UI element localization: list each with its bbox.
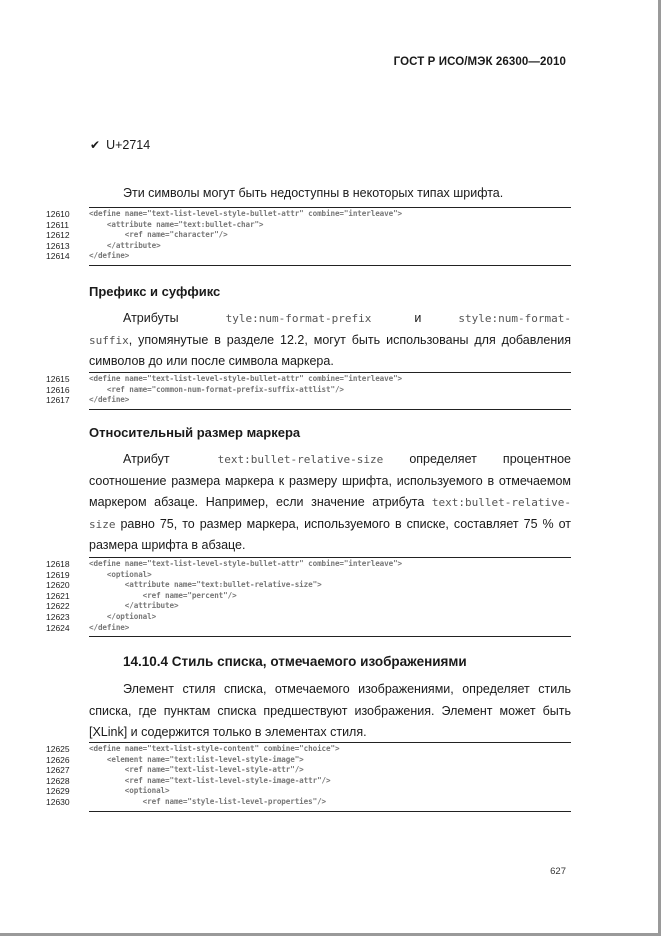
code-line (46, 251, 571, 262)
line-number: 12623 (46, 611, 70, 622)
para-text: равно 75, то размер маркера, используемого в списке, составляет 75 % от размера шрифта в абзаце. (89, 516, 571, 552)
attribute-name: text:bullet-relative-size (217, 453, 384, 466)
line-number: 12630 (46, 796, 70, 807)
code-top-rule (89, 557, 571, 558)
code-line (46, 623, 571, 634)
line-number: 12629 (46, 786, 70, 797)
line-number: 12616 (46, 384, 70, 395)
line-number: 12628 (46, 775, 70, 786)
code-text: <ref name="percent"/> (89, 590, 237, 600)
code-line (46, 591, 571, 602)
symbol-line (90, 138, 150, 152)
code-text: <element name="text:list-level-style-image"> (89, 754, 304, 764)
section-heading-prefix-suffix: Префикс и суффикс (89, 284, 221, 299)
line-number: 12614 (46, 251, 70, 262)
code-line (46, 395, 571, 406)
code-block-1 (46, 207, 571, 262)
code-line (46, 765, 571, 776)
line-number: 12625 (46, 744, 70, 754)
section-heading-relative-size: Относительный размер маркера (89, 425, 301, 440)
code-text: </define> (89, 251, 130, 261)
code-block-3 (46, 557, 571, 633)
line-number: 12627 (46, 765, 70, 776)
line-number: 12613 (46, 240, 70, 251)
code-line (46, 755, 571, 766)
code-text: <ref name="text-list-level-style-attr"/> (89, 765, 304, 775)
attribute-name: style:num-format-suffix (89, 312, 571, 347)
code-line (46, 744, 571, 755)
code-line (46, 559, 571, 570)
line-number: 12618 (46, 559, 70, 569)
code-line (46, 241, 571, 252)
relative-size-paragraph (89, 449, 571, 557)
code-text: <attribute name="text:bullet-relative-size"> (89, 580, 322, 590)
code-top-rule (89, 372, 571, 373)
code-text: <define name="text-list-style-content" combine="choice"> (89, 744, 340, 753)
line-number: 12620 (46, 580, 70, 591)
code-bottom-rule (89, 636, 571, 637)
para-text: определяет процентное соотношение размера маркера к размеру шрифта, используемого в отмечаемом маркером абзаце. Например, если значение атрибута (89, 452, 571, 509)
symbol-code: U+2714 (106, 138, 151, 152)
code-text: </attribute> (89, 601, 179, 611)
note-text: Эти символы могут быть недоступны в некоторых типах шрифта. (123, 186, 504, 200)
code-text: </optional> (89, 611, 157, 621)
code-bottom-rule (89, 811, 571, 812)
code-line (46, 776, 571, 787)
attribute-name: text:bullet-relative-size (89, 496, 571, 531)
code-line (46, 209, 571, 220)
attribute-name: tyle:num-format-prefix (225, 312, 372, 325)
para-text: Атрибут (123, 452, 196, 466)
image-list-paragraph (89, 679, 571, 744)
code-line (46, 374, 571, 385)
line-number: 12617 (46, 395, 70, 406)
code-line (46, 220, 571, 231)
code-text: <optional> (89, 786, 170, 796)
code-block-2 (46, 372, 571, 406)
standard-header: ГОСТ Р ИСО/МЭК 26300—2010 (393, 56, 566, 68)
para-text: и (397, 311, 439, 325)
para-text: , упомянутые в разделе 12.2, могут быть использованы для добавления символов до или после символа маркера. (89, 332, 571, 368)
code-top-rule (89, 742, 571, 743)
code-text: <define name="text-list-level-style-bullet-attr" combine="interleave"> (89, 209, 403, 218)
line-number: 12621 (46, 590, 70, 601)
para-text: Атрибуты (123, 311, 196, 325)
line-number: 12624 (46, 622, 70, 633)
code-line (46, 612, 571, 623)
line-number: 12622 (46, 601, 70, 612)
code-bottom-rule (89, 265, 571, 266)
para-text: Элемент стиля списка, отмечаемого изображениями, определяет стиль списка, где пунктам списка предшествуют изображения. Элемент может быть [XLink] и содержится только в элементах стиля. (89, 682, 571, 739)
code-top-rule (89, 207, 571, 208)
line-number: 12611 (46, 219, 70, 230)
code-text: <ref name="style-list-level-properties"/> (89, 796, 327, 806)
line-number: 12626 (46, 754, 70, 765)
page-number: 627 (550, 866, 566, 877)
code-text: <ref name="common-num-format-prefix-suffix-attlist"/> (89, 384, 344, 394)
check-mark-icon: ✔ (90, 138, 101, 152)
code-line (46, 230, 571, 241)
code-text: <optional> (89, 569, 152, 579)
line-number: 12615 (46, 374, 70, 384)
line-number: 12619 (46, 569, 70, 580)
code-text: <ref name="text-list-level-style-image-attr"/> (89, 775, 331, 785)
code-line (46, 797, 571, 808)
code-text: </attribute> (89, 240, 161, 250)
code-block-4 (46, 742, 571, 808)
note-paragraph (89, 183, 571, 205)
code-text: </define> (89, 622, 130, 632)
prefix-suffix-paragraph (89, 308, 571, 373)
code-line (46, 601, 571, 612)
line-number: 12610 (46, 209, 70, 219)
code-line (46, 580, 571, 591)
code-line (46, 786, 571, 797)
code-line (46, 385, 571, 396)
line-number: 12612 (46, 230, 70, 241)
code-text: <ref name="character"/> (89, 230, 228, 240)
code-text: </define> (89, 395, 130, 405)
section-heading-image-list-style: 14.10.4 Стиль списка, отмечаемого изображениями (123, 654, 467, 669)
code-text: <define name="text-list-level-style-bullet-attr" combine="interleave"> (89, 559, 403, 568)
code-bottom-rule (89, 409, 571, 410)
code-text: <define name="text-list-level-style-bullet-attr" combine="interleave"> (89, 374, 403, 383)
code-text: <attribute name="text:bullet-char"> (89, 219, 264, 229)
code-line (46, 570, 571, 581)
